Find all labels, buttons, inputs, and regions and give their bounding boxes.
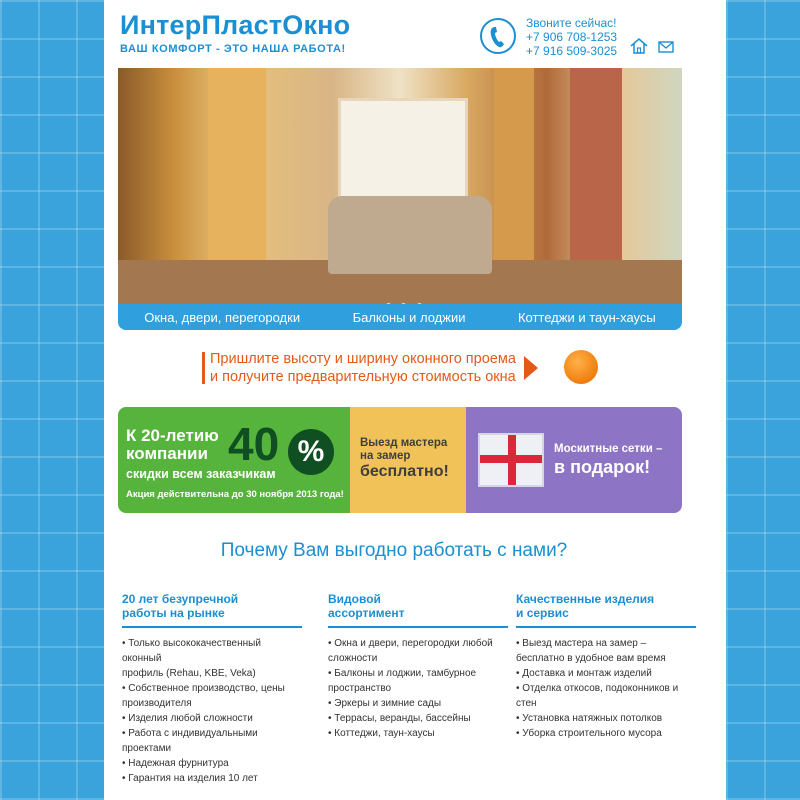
list-item: • Надежная фурнитура <box>122 758 229 769</box>
why-column-assortment <box>328 592 508 741</box>
why-column-title <box>122 592 302 628</box>
promo-line-1: Пришлите высоту и ширину оконного проема <box>210 351 516 367</box>
why-column-title-line: ассортимент <box>328 606 405 620</box>
hero-nav <box>118 304 682 330</box>
banner-percent-value: 40 <box>228 418 280 470</box>
list-item: производителя <box>122 698 192 709</box>
why-column-title-line: 20 лет безупречной <box>122 592 239 606</box>
list-item: • Отделка откосов, подоконников и <box>516 683 679 694</box>
why-title: Почему Вам выгодно работать с нами? <box>220 540 568 561</box>
banner-free-measure[interactable] <box>350 407 466 513</box>
list-item: • Собственное производство, цены <box>122 683 285 694</box>
list-item: пространство <box>328 683 392 694</box>
banner-measure-line-2: на замер <box>360 450 411 462</box>
why-list <box>328 636 508 741</box>
list-item: • Выезд мастера на замер – <box>516 638 647 649</box>
list-item: • Окна и двери, перегородки любой <box>328 638 493 649</box>
phone-icon <box>480 18 516 54</box>
why-list <box>516 636 696 741</box>
list-item: бесплатно в удобное вам время <box>516 653 666 664</box>
background-pattern-right <box>726 0 800 800</box>
list-item: • Работа с индивидуальными <box>122 728 258 739</box>
call-label: Звоните сейчас! <box>526 16 617 30</box>
phone-number-1[interactable]: +7 906 708-1253 <box>526 30 618 44</box>
hero-nav-balconies[interactable]: Балконы и лоджии <box>352 309 466 325</box>
list-item: • Уборка строительного мусора <box>516 728 662 739</box>
banner-anniversary <box>126 427 219 463</box>
promo-divider <box>202 352 205 384</box>
why-column-title <box>516 592 696 628</box>
banner-discount[interactable] <box>118 407 350 513</box>
banner-anniversary-line-2: компании <box>126 444 208 463</box>
arrow-right-icon[interactable] <box>524 356 538 380</box>
why-column-title-line: Видовой <box>328 592 381 606</box>
banner-until-text: Акция действительна до 30 ноября 2013 года! <box>126 489 344 500</box>
list-item: сложности <box>328 653 378 664</box>
banner-mosquito-nets[interactable] <box>466 407 682 513</box>
list-item: проектами <box>122 743 172 754</box>
hero-nav-cottages[interactable]: Коттеджи и таун-хаусы <box>517 309 656 325</box>
list-item: • Коттеджи, таун-хаусы <box>328 728 435 739</box>
logo-title: ИнтерПластОкно <box>120 10 351 40</box>
why-column-title-line: Качественные изделия <box>516 592 655 606</box>
banner-measure-free: бесплатно! <box>360 463 449 480</box>
logo[interactable] <box>120 10 350 55</box>
percent-icon: % <box>288 429 334 475</box>
why-column-title-line: работы на рынке <box>122 606 225 620</box>
promo-line-2: и получите предварительную стоимость окна <box>210 369 516 385</box>
why-column-title-line: и сервис <box>516 606 569 620</box>
list-item: • Гарантия на изделия 10 лет <box>122 773 258 784</box>
why-list <box>122 636 302 786</box>
why-column-service <box>516 592 696 741</box>
list-item: профиль (Rehau, KBE, Veka) <box>122 668 256 679</box>
banner-anniversary-line-1: К 20-летию <box>126 426 219 445</box>
gift-box-icon <box>478 433 544 487</box>
promo-banner[interactable] <box>118 407 682 513</box>
logo-tagline: ВАШ КОМФОРТ - ЭТО НАША РАБОТА! <box>120 43 346 55</box>
list-item: стен <box>516 698 537 709</box>
why-column-experience <box>122 592 302 786</box>
hero-nav-windows[interactable]: Окна, двери, перегородки <box>144 309 301 325</box>
banner-nets-text: Москитные сетки – <box>554 443 663 455</box>
background-pattern-left <box>0 0 104 800</box>
banner-nets-gift: в подарок! <box>554 457 651 477</box>
orange-circle-button[interactable] <box>564 350 598 384</box>
list-item: • Эркеры и зимние сады <box>328 698 442 709</box>
list-item: • Установка натяжных потолков <box>516 713 663 724</box>
list-item: • Изделия любой сложности <box>122 713 253 724</box>
hero-image <box>118 68 682 304</box>
promo-text <box>210 350 516 386</box>
list-item: • Террасы, веранды, бассейны <box>328 713 471 724</box>
mail-icon[interactable] <box>658 40 674 58</box>
phone-number-2[interactable]: +7 916 509-3025 <box>526 44 618 58</box>
banner-measure-line-1: Выезд мастера <box>360 437 448 449</box>
list-item: • Доставка и монтаж изделий <box>516 668 652 679</box>
list-item: • Балконы и лоджии, тамбурное <box>328 668 477 679</box>
why-column-title <box>328 592 508 628</box>
list-item: • Только высококачественный оконный <box>122 638 261 664</box>
banner-measure-text <box>360 437 447 463</box>
home-icon[interactable] <box>630 38 648 59</box>
hero-slider[interactable] <box>118 68 682 330</box>
banner-sale-text: скидки всем заказчикам <box>126 467 276 481</box>
page <box>104 0 726 800</box>
